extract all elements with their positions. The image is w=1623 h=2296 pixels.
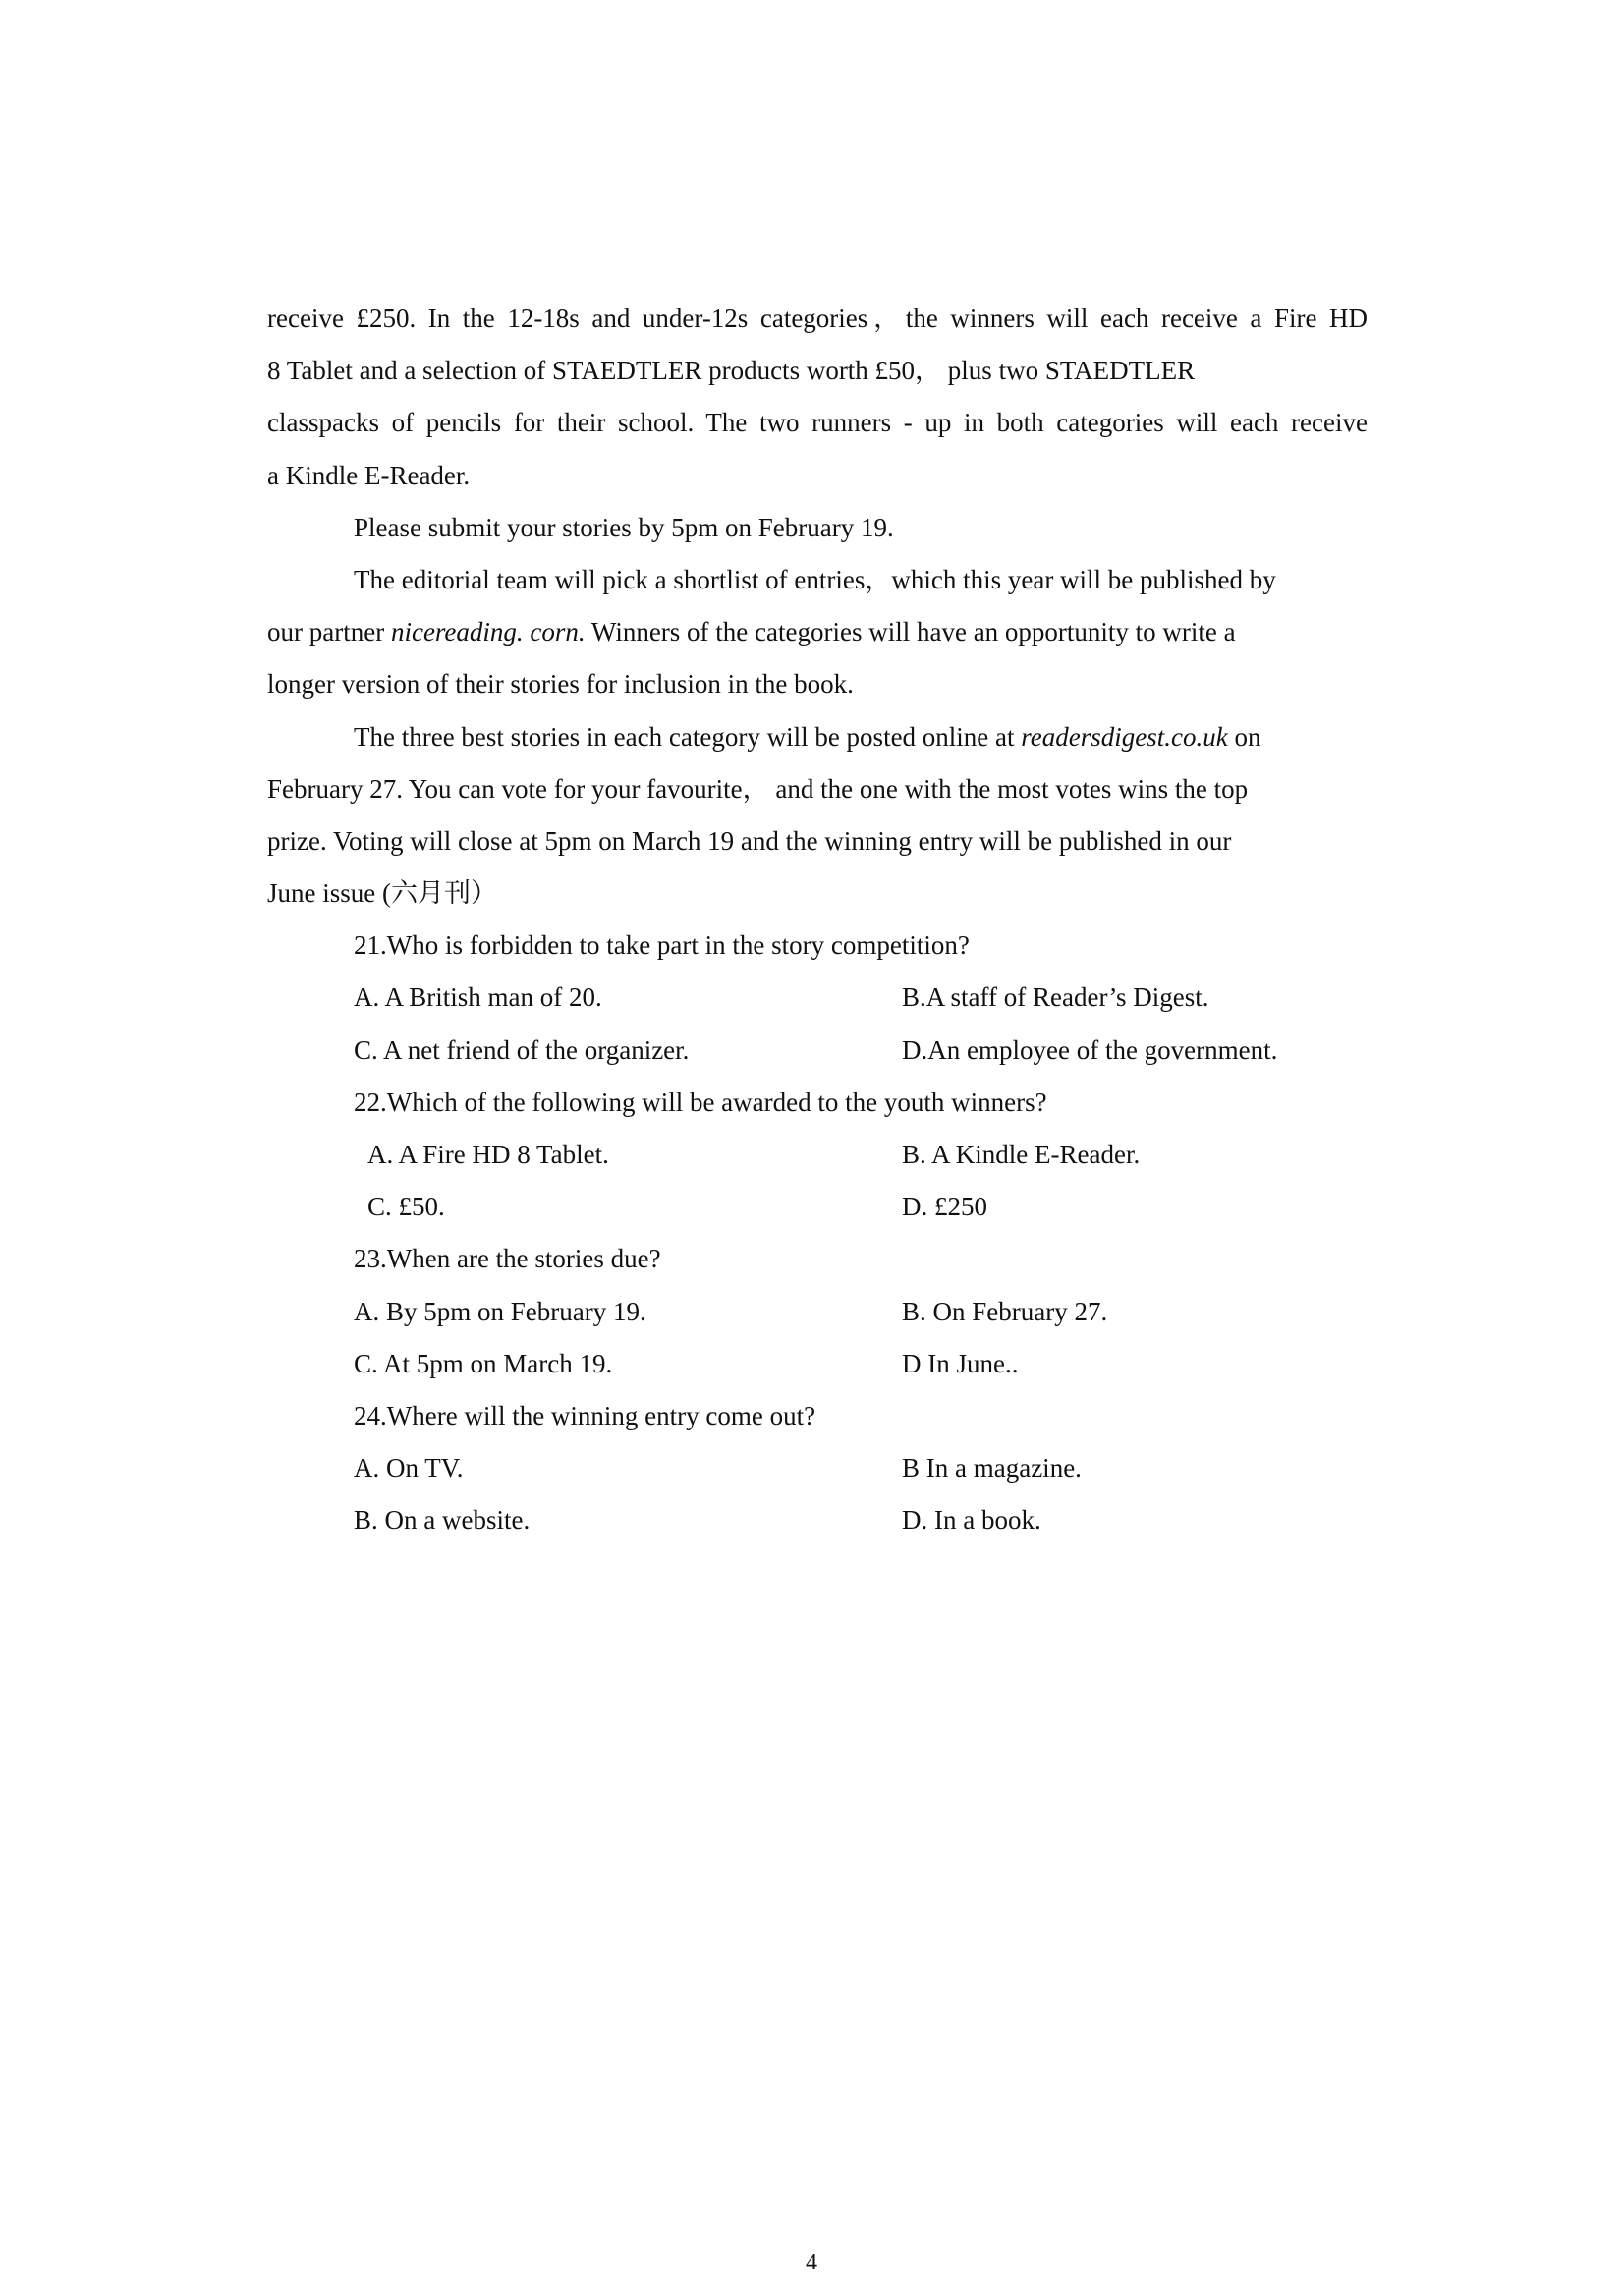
option: C. £50. [367,1192,445,1222]
option-row [267,1129,1368,1181]
question-stem: 21.Who is forbidden to take part in the story competition? [354,930,970,961]
option-row [267,1494,1368,1546]
passage-line: classpacks of pencils for their school. The two runners - up in both categories will each receive [267,408,1368,438]
option: D. In a book. [902,1505,1041,1536]
option-row [267,972,1368,1024]
option-row [267,1338,1368,1390]
option: B.A staff of Reader’s Digest. [902,982,1209,1013]
passage-text: our partner [267,617,391,647]
passage-line [267,711,1368,763]
option: C. At 5pm on March 19. [354,1348,613,1378]
option: B In a magazine. [902,1453,1082,1484]
page-content [267,293,1368,1547]
option-row [267,1442,1368,1494]
passage-line: a Kindle E-Reader. [267,460,471,490]
passage-line: June issue (六月刊） [267,878,497,909]
website-name: readersdigest.co.uk [1021,721,1228,752]
question-stem: 23.When are the stories due? [354,1244,661,1274]
option: C. A net friend of the organizer. [354,1035,690,1065]
question-stem: 24.Where will the winning entry come out? [354,1400,816,1430]
option: D In June.. [902,1348,1019,1378]
option: A. A Fire HD 8 Tablet. [367,1140,609,1169]
passage-line: Please submit your stories by 5pm on February 19. [354,512,894,542]
option-row [267,1025,1368,1077]
option-row [267,1286,1368,1338]
option: A. On TV. [354,1453,464,1484]
passage-line: February 27. You can vote for your favourite， and the one with the most votes wins the top [267,773,1249,804]
option: A. By 5pm on February 19. [354,1296,646,1326]
passage-line: 8 Tablet and a selection of STAEDTLER products worth £50， plus two STAEDTLER [267,356,1196,386]
passage-line: longer version of their stories for inclusion in the book. [267,669,854,700]
passage-text: on [1227,721,1261,752]
passage-text: The three best stories in each category will be posted online at [354,721,1022,752]
option: D.An employee of the government. [902,1035,1278,1065]
option: B. On February 27. [902,1296,1108,1326]
passage-text: Winners of the categories will have an opportunity to write a [585,617,1236,647]
page-number: 4 [806,2250,817,2275]
option-row [267,1181,1368,1233]
website-name: nicereading. corn. [390,617,586,647]
passage-line: The editorial team will pick a shortlist of entries，which this year will be published by [354,564,1276,594]
option: A. A British man of 20. [354,982,602,1013]
passage-line: prize. Voting will close at 5pm on March 19 and the winning entry will be published in our [267,825,1232,856]
passage-line [267,606,1368,658]
option: B. On a website. [354,1505,531,1536]
question-stem: 22.Which of the following will be awarded to the youth winners? [354,1087,1047,1117]
passage-line: receive £250. In the 12-18s and under-12s categories，the winners will each receive a Fire HD [267,304,1368,333]
option: D. £250 [902,1192,987,1222]
option: B. A Kindle E-Reader. [902,1140,1141,1169]
